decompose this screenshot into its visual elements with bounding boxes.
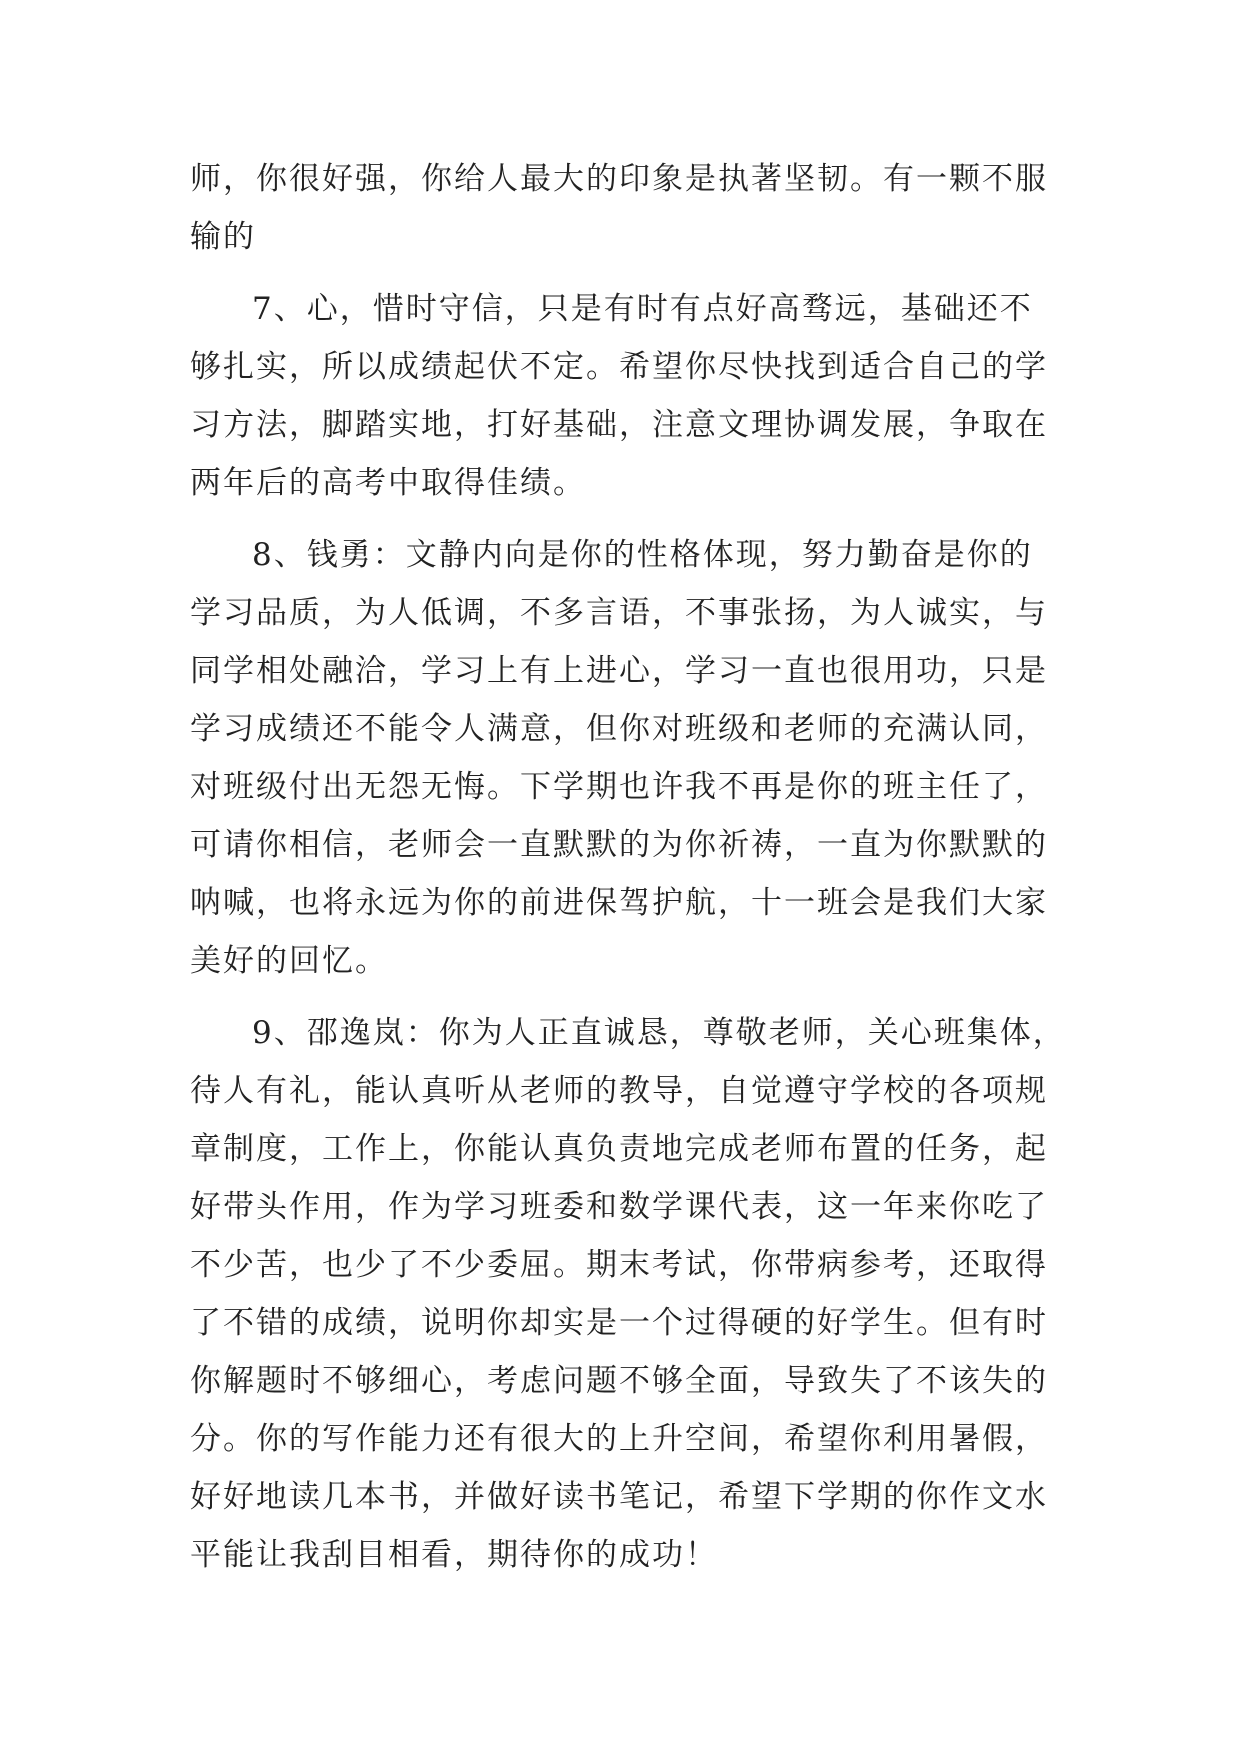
text-line: 好好地读几本书，并做好读书笔记，希望下学期的你作文水 <box>190 1479 1048 1515</box>
paragraph-9 <box>190 1004 1070 1584</box>
paragraph-8 <box>190 526 1070 990</box>
text-line: 输的 <box>190 219 256 255</box>
text-line: 习方法，脚踏实地，打好基础，注意文理协调发展，争取在 <box>190 407 1048 443</box>
text-line: 同学相处融洽，学习上有上进心，学习一直也很用功，只是 <box>190 653 1048 689</box>
text-line: 学习成绩还不能令人满意，但你对班级和老师的充满认同， <box>190 711 1048 747</box>
text-line: 平能让我刮目相看，期待你的成功！ <box>190 1537 718 1573</box>
text-line: 师，你很好强，你给人最大的印象是执著坚韧。有一颗不服 <box>190 161 1048 197</box>
paragraph-7 <box>190 280 1070 512</box>
text-line: 够扎实，所以成绩起伏不定。希望你尽快找到适合自己的学 <box>190 349 1048 385</box>
paragraph-6-continued <box>190 150 1070 266</box>
text-line: 待人有礼，能认真听从老师的教导，自觉遵守学校的各项规 <box>190 1073 1048 1109</box>
text-line: 7、心，惜时守信，只是有时有点好高骛远，基础还不 <box>252 291 1033 327</box>
text-line: 了不错的成绩，说明你却实是一个过得硬的好学生。但有时 <box>190 1305 1048 1341</box>
text-line: 美好的回忆。 <box>190 943 388 979</box>
text-line: 9、邵逸岚：你为人正直诚恳，尊敬老师，关心班集体， <box>252 1015 1066 1051</box>
text-line: 可请你相信，老师会一直默默的为你祈祷，一直为你默默的 <box>190 827 1048 863</box>
text-line: 8、钱勇：文静内向是你的性格体现，努力勤奋是你的 <box>252 537 1033 573</box>
text-line: 章制度，工作上，你能认真负责地完成老师布置的任务，起 <box>190 1131 1048 1167</box>
text-line: 呐喊，也将永远为你的前进保驾护航，十一班会是我们大家 <box>190 885 1048 921</box>
text-line: 你解题时不够细心，考虑问题不够全面，导致失了不该失的 <box>190 1363 1048 1399</box>
text-line: 两年后的高考中取得佳绩。 <box>190 465 586 501</box>
document-body <box>190 150 1070 1584</box>
text-line: 好带头作用，作为学习班委和数学课代表，这一年来你吃了 <box>190 1189 1048 1225</box>
text-line: 学习品质，为人低调，不多言语，不事张扬，为人诚实，与 <box>190 595 1048 631</box>
text-line: 分。你的写作能力还有很大的上升空间，希望你利用暑假， <box>190 1421 1048 1457</box>
text-line: 对班级付出无怨无悔。下学期也许我不再是你的班主任了， <box>190 769 1048 805</box>
text-line: 不少苦，也少了不少委屈。期末考试，你带病参考，还取得 <box>190 1247 1048 1283</box>
